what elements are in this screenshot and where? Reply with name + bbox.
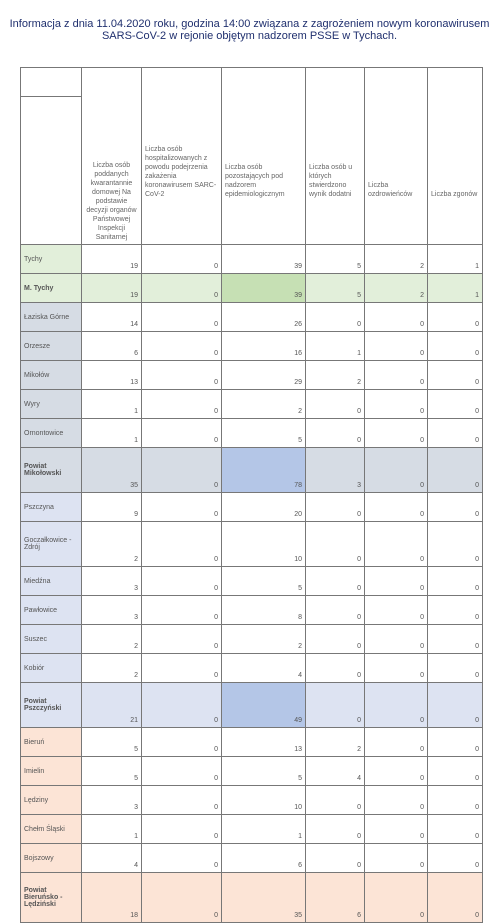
positive-cell: 6 bbox=[306, 873, 365, 923]
deaths-cell: 0 bbox=[428, 728, 483, 757]
supervised-cell: 5 bbox=[222, 757, 306, 786]
header-hospitalized: Liczba osób hospitalizowanych z powodu podejrzenia zakażenia koronawirusem SARC-CoV-2 bbox=[142, 68, 222, 245]
quarantine-cell: 18 bbox=[82, 873, 142, 923]
deaths-cell: 0 bbox=[428, 625, 483, 654]
positive-cell: 0 bbox=[306, 493, 365, 522]
area-name-cell: Goczałkowice - Zdrój bbox=[21, 522, 82, 567]
table-row bbox=[21, 245, 483, 274]
header-recovered: Liczba ozdrowieńców bbox=[365, 68, 428, 245]
header-supervised: Liczba osób pozostających pod nadzorem epidemiologicznym bbox=[222, 68, 306, 245]
positive-cell: 0 bbox=[306, 567, 365, 596]
quarantine-cell: 35 bbox=[82, 448, 142, 493]
hospitalized-cell: 0 bbox=[142, 493, 222, 522]
header-quarantine: Liczba osób poddanych kwarantannie domowej Na podstawie decyzji organów Państwowej Inspekcji Sanitarnej bbox=[82, 68, 142, 245]
positive-cell: 1 bbox=[306, 332, 365, 361]
positive-cell: 2 bbox=[306, 361, 365, 390]
hospitalized-cell: 0 bbox=[142, 728, 222, 757]
quarantine-cell: 6 bbox=[82, 332, 142, 361]
header-corner-subcell bbox=[21, 68, 81, 97]
supervised-cell: 39 bbox=[222, 274, 306, 303]
recovered-cell: 0 bbox=[365, 596, 428, 625]
table-row bbox=[21, 728, 483, 757]
header-corner-cell bbox=[21, 68, 82, 245]
area-name-cell: Kobiór bbox=[21, 654, 82, 683]
recovered-cell: 0 bbox=[365, 873, 428, 923]
positive-cell: 5 bbox=[306, 274, 365, 303]
table-row bbox=[21, 419, 483, 448]
area-name-cell: Chełm Śląski bbox=[21, 815, 82, 844]
table-row bbox=[21, 683, 483, 728]
covid-statistics-table bbox=[20, 67, 483, 923]
area-name-cell: M. Tychy bbox=[21, 274, 82, 303]
quarantine-cell: 1 bbox=[82, 419, 142, 448]
deaths-cell: 0 bbox=[428, 390, 483, 419]
positive-cell: 5 bbox=[306, 245, 365, 274]
supervised-cell: 4 bbox=[222, 654, 306, 683]
area-name-cell: Bieruń bbox=[21, 728, 82, 757]
table-row bbox=[21, 390, 483, 419]
hospitalized-cell: 0 bbox=[142, 522, 222, 567]
table-row bbox=[21, 332, 483, 361]
hospitalized-cell: 0 bbox=[142, 625, 222, 654]
positive-cell: 0 bbox=[306, 815, 365, 844]
deaths-cell: 0 bbox=[428, 493, 483, 522]
area-name-cell: Powiat Bieruńsko - Lędziński bbox=[21, 873, 82, 923]
area-name-cell: Mikołów bbox=[21, 361, 82, 390]
positive-cell: 0 bbox=[306, 522, 365, 567]
table-row bbox=[21, 448, 483, 493]
quarantine-cell: 21 bbox=[82, 683, 142, 728]
title-line-1: Informacja z dnia 11.04.2020 roku, godzina 14:00 związana z zagrożeniem nowym koronawirusem bbox=[9, 18, 490, 30]
area-name-cell: Ornontowice bbox=[21, 419, 82, 448]
area-name-cell: Powiat Pszczyński bbox=[21, 683, 82, 728]
hospitalized-cell: 0 bbox=[142, 786, 222, 815]
title-line-2: SARS-CoV-2 w rejonie objętym nadzorem PSSE w Tychach. bbox=[101, 30, 398, 42]
positive-cell: 2 bbox=[306, 728, 365, 757]
supervised-cell: 8 bbox=[222, 596, 306, 625]
hospitalized-cell: 0 bbox=[142, 303, 222, 332]
area-name-cell: Wyry bbox=[21, 390, 82, 419]
deaths-cell: 0 bbox=[428, 786, 483, 815]
recovered-cell: 2 bbox=[365, 245, 428, 274]
hospitalized-cell: 0 bbox=[142, 361, 222, 390]
hospitalized-cell: 0 bbox=[142, 245, 222, 274]
quarantine-cell: 3 bbox=[82, 786, 142, 815]
supervised-cell: 26 bbox=[222, 303, 306, 332]
positive-cell: 0 bbox=[306, 303, 365, 332]
deaths-cell: 0 bbox=[428, 419, 483, 448]
area-name-cell: Powiat Mikołowski bbox=[21, 448, 82, 493]
area-name-cell: Pawłowice bbox=[21, 596, 82, 625]
positive-cell: 0 bbox=[306, 683, 365, 728]
quarantine-cell: 1 bbox=[82, 390, 142, 419]
table-row bbox=[21, 522, 483, 567]
area-name-cell: Lędziny bbox=[21, 786, 82, 815]
supervised-cell: 35 bbox=[222, 873, 306, 923]
hospitalized-cell: 0 bbox=[142, 683, 222, 728]
hospitalized-cell: 0 bbox=[142, 596, 222, 625]
recovered-cell: 0 bbox=[365, 815, 428, 844]
deaths-cell: 0 bbox=[428, 567, 483, 596]
positive-cell: 0 bbox=[306, 654, 365, 683]
quarantine-cell: 14 bbox=[82, 303, 142, 332]
hospitalized-cell: 0 bbox=[142, 390, 222, 419]
table-row bbox=[21, 873, 483, 923]
quarantine-cell: 4 bbox=[82, 844, 142, 873]
hospitalized-cell: 0 bbox=[142, 274, 222, 303]
positive-cell: 0 bbox=[306, 390, 365, 419]
recovered-cell: 2 bbox=[365, 274, 428, 303]
quarantine-cell: 9 bbox=[82, 493, 142, 522]
supervised-cell: 39 bbox=[222, 245, 306, 274]
recovered-cell: 0 bbox=[365, 303, 428, 332]
recovered-cell: 0 bbox=[365, 757, 428, 786]
area-name-cell: Pszczyna bbox=[21, 493, 82, 522]
area-name-cell: Łaziska Górne bbox=[21, 303, 82, 332]
header-row bbox=[21, 68, 483, 245]
area-name-cell: Miedźna bbox=[21, 567, 82, 596]
table-row bbox=[21, 844, 483, 873]
table-row bbox=[21, 757, 483, 786]
supervised-cell: 10 bbox=[222, 522, 306, 567]
positive-cell: 0 bbox=[306, 596, 365, 625]
quarantine-cell: 2 bbox=[82, 654, 142, 683]
positive-cell: 0 bbox=[306, 625, 365, 654]
supervised-cell: 29 bbox=[222, 361, 306, 390]
positive-cell: 0 bbox=[306, 786, 365, 815]
deaths-cell: 0 bbox=[428, 361, 483, 390]
header-positive: Liczba osób u których stwierdzono wynik dodatni bbox=[306, 68, 365, 245]
quarantine-cell: 19 bbox=[82, 274, 142, 303]
deaths-cell: 0 bbox=[428, 844, 483, 873]
deaths-cell: 0 bbox=[428, 873, 483, 923]
quarantine-cell: 5 bbox=[82, 757, 142, 786]
positive-cell: 3 bbox=[306, 448, 365, 493]
positive-cell: 0 bbox=[306, 419, 365, 448]
hospitalized-cell: 0 bbox=[142, 757, 222, 786]
deaths-cell: 1 bbox=[428, 274, 483, 303]
positive-cell: 4 bbox=[306, 757, 365, 786]
hospitalized-cell: 0 bbox=[142, 844, 222, 873]
table-row bbox=[21, 303, 483, 332]
deaths-cell: 1 bbox=[428, 245, 483, 274]
table-row bbox=[21, 815, 483, 844]
recovered-cell: 0 bbox=[365, 522, 428, 567]
recovered-cell: 0 bbox=[365, 493, 428, 522]
deaths-cell: 0 bbox=[428, 815, 483, 844]
deaths-cell: 0 bbox=[428, 654, 483, 683]
quarantine-cell: 3 bbox=[82, 596, 142, 625]
table-row bbox=[21, 654, 483, 683]
hospitalized-cell: 0 bbox=[142, 448, 222, 493]
supervised-cell: 5 bbox=[222, 419, 306, 448]
recovered-cell: 0 bbox=[365, 625, 428, 654]
recovered-cell: 0 bbox=[365, 448, 428, 493]
hospitalized-cell: 0 bbox=[142, 567, 222, 596]
supervised-cell: 6 bbox=[222, 844, 306, 873]
header-deaths: Liczba zgonów bbox=[428, 68, 483, 245]
recovered-cell: 0 bbox=[365, 419, 428, 448]
deaths-cell: 0 bbox=[428, 757, 483, 786]
recovered-cell: 0 bbox=[365, 786, 428, 815]
supervised-cell: 16 bbox=[222, 332, 306, 361]
table-row bbox=[21, 786, 483, 815]
table-row bbox=[21, 361, 483, 390]
hospitalized-cell: 0 bbox=[142, 419, 222, 448]
supervised-cell: 2 bbox=[222, 625, 306, 654]
quarantine-cell: 19 bbox=[82, 245, 142, 274]
deaths-cell: 0 bbox=[428, 448, 483, 493]
recovered-cell: 0 bbox=[365, 332, 428, 361]
recovered-cell: 0 bbox=[365, 567, 428, 596]
supervised-cell: 20 bbox=[222, 493, 306, 522]
recovered-cell: 0 bbox=[365, 728, 428, 757]
supervised-cell: 1 bbox=[222, 815, 306, 844]
quarantine-cell: 1 bbox=[82, 815, 142, 844]
deaths-cell: 0 bbox=[428, 332, 483, 361]
supervised-cell: 49 bbox=[222, 683, 306, 728]
table-row bbox=[21, 274, 483, 303]
recovered-cell: 0 bbox=[365, 654, 428, 683]
positive-cell: 0 bbox=[306, 844, 365, 873]
document-title bbox=[0, 18, 499, 42]
recovered-cell: 0 bbox=[365, 683, 428, 728]
quarantine-cell: 2 bbox=[82, 522, 142, 567]
recovered-cell: 0 bbox=[365, 844, 428, 873]
area-name-cell: Tychy bbox=[21, 245, 82, 274]
quarantine-cell: 13 bbox=[82, 361, 142, 390]
supervised-cell: 5 bbox=[222, 567, 306, 596]
table-row bbox=[21, 625, 483, 654]
area-name-cell: Orzesze bbox=[21, 332, 82, 361]
table-row bbox=[21, 596, 483, 625]
hospitalized-cell: 0 bbox=[142, 654, 222, 683]
table-row bbox=[21, 567, 483, 596]
quarantine-cell: 3 bbox=[82, 567, 142, 596]
deaths-cell: 0 bbox=[428, 303, 483, 332]
table-row bbox=[21, 493, 483, 522]
supervised-cell: 13 bbox=[222, 728, 306, 757]
hospitalized-cell: 0 bbox=[142, 873, 222, 923]
area-name-cell: Bojszowy bbox=[21, 844, 82, 873]
area-name-cell: Imielin bbox=[21, 757, 82, 786]
quarantine-cell: 2 bbox=[82, 625, 142, 654]
hospitalized-cell: 0 bbox=[142, 332, 222, 361]
area-name-cell: Suszec bbox=[21, 625, 82, 654]
deaths-cell: 0 bbox=[428, 683, 483, 728]
deaths-cell: 0 bbox=[428, 596, 483, 625]
recovered-cell: 0 bbox=[365, 361, 428, 390]
hospitalized-cell: 0 bbox=[142, 815, 222, 844]
supervised-cell: 2 bbox=[222, 390, 306, 419]
recovered-cell: 0 bbox=[365, 390, 428, 419]
supervised-cell: 78 bbox=[222, 448, 306, 493]
quarantine-cell: 5 bbox=[82, 728, 142, 757]
supervised-cell: 10 bbox=[222, 786, 306, 815]
deaths-cell: 0 bbox=[428, 522, 483, 567]
